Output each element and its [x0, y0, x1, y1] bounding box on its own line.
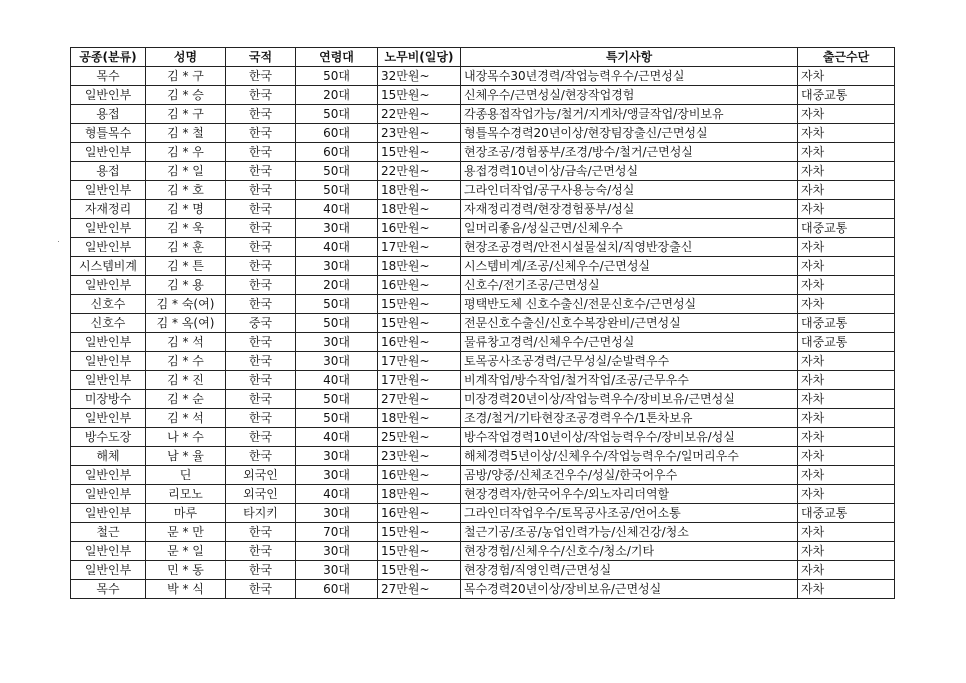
header-name: 성명 [146, 48, 226, 67]
cell-nationality: 한국 [226, 124, 296, 143]
table-row [71, 466, 895, 485]
cell-name: 김 * 수 [146, 352, 226, 371]
cell-notes: 현장경험/신체우수/신호수/청소/기타 [461, 542, 798, 561]
cell-commute: 대중교통 [798, 86, 895, 105]
cell-trade: 자재정리 [71, 200, 146, 219]
cell-nationality: 한국 [226, 276, 296, 295]
cell-trade: 일반인부 [71, 219, 146, 238]
cell-nationality: 한국 [226, 333, 296, 352]
cell-nationality: 한국 [226, 409, 296, 428]
cell-name: 김 * 욱 [146, 219, 226, 238]
cell-nationality: 한국 [226, 523, 296, 542]
cell-name: 김 * 일 [146, 162, 226, 181]
cell-age-group: 30대 [296, 447, 378, 466]
cell-age-group: 60대 [296, 143, 378, 162]
table-row [71, 447, 895, 466]
cell-nationality: 한국 [226, 580, 296, 599]
cell-notes: 방수작업경력10년이상/작업능력우수/장비보유/성실 [461, 428, 798, 447]
cell-nationality: 한국 [226, 428, 296, 447]
table-row [71, 352, 895, 371]
cell-notes: 현장조공/경험풍부/조경/방수/철거/근면성실 [461, 143, 798, 162]
cell-trade: 일반인부 [71, 542, 146, 561]
table-row [71, 485, 895, 504]
cell-daily-wage: 18만원~ [378, 409, 461, 428]
cell-daily-wage: 15만원~ [378, 314, 461, 333]
cell-name: 리모노 [146, 485, 226, 504]
cell-notes: 목수경력20년이상/장비보유/근면성실 [461, 580, 798, 599]
table-row [71, 504, 895, 523]
cell-notes: 곰방/양중/신체조건우수/성실/한국어우수 [461, 466, 798, 485]
cell-name: 김 * 호 [146, 181, 226, 200]
cell-commute: 자차 [798, 580, 895, 599]
cell-nationality: 외국인 [226, 485, 296, 504]
cell-name: 김 * 구 [146, 105, 226, 124]
cell-name: 김 * 석 [146, 333, 226, 352]
cell-notes: 그라인더작업우수/토목공사조공/언어소통 [461, 504, 798, 523]
cell-trade: 시스템비계 [71, 257, 146, 276]
cell-name: 김 * 숙(여) [146, 295, 226, 314]
cell-name: 김 * 승 [146, 86, 226, 105]
cell-trade: 방수도장 [71, 428, 146, 447]
cell-commute: 자차 [798, 295, 895, 314]
cell-age-group: 50대 [296, 105, 378, 124]
cell-notes: 현장조공경력/안전시설물설치/직영반장출신 [461, 238, 798, 257]
cell-age-group: 20대 [296, 86, 378, 105]
cell-name: 김 * 구 [146, 67, 226, 86]
table-row [71, 200, 895, 219]
cell-trade: 형틀목수 [71, 124, 146, 143]
cell-trade: 일반인부 [71, 504, 146, 523]
cell-daily-wage: 15만원~ [378, 523, 461, 542]
cell-notes: 미장경력20년이상/작업능력우수/장비보유/근면성실 [461, 390, 798, 409]
cell-nationality: 한국 [226, 238, 296, 257]
cell-nationality: 한국 [226, 181, 296, 200]
cell-commute: 자차 [798, 447, 895, 466]
table-row [71, 124, 895, 143]
cell-daily-wage: 15만원~ [378, 561, 461, 580]
cell-notes: 철근기공/조공/농업인력가능/신체건강/청소 [461, 523, 798, 542]
cell-commute: 자차 [798, 238, 895, 257]
cell-daily-wage: 15만원~ [378, 143, 461, 162]
cell-trade: 일반인부 [71, 561, 146, 580]
cell-daily-wage: 27만원~ [378, 580, 461, 599]
cell-nationality: 한국 [226, 390, 296, 409]
cell-commute: 자차 [798, 428, 895, 447]
cell-age-group: 50대 [296, 181, 378, 200]
cell-nationality: 한국 [226, 105, 296, 124]
cell-commute: 대중교통 [798, 314, 895, 333]
cell-notes: 신체우수/근면성실/현장작업경험 [461, 86, 798, 105]
cell-notes: 현장경력자/한국어우수/외노자리더역할 [461, 485, 798, 504]
cell-nationality: 한국 [226, 447, 296, 466]
cell-age-group: 50대 [296, 295, 378, 314]
cell-nationality: 한국 [226, 295, 296, 314]
cell-trade: 용접 [71, 105, 146, 124]
cell-daily-wage: 23만원~ [378, 124, 461, 143]
cell-age-group: 50대 [296, 409, 378, 428]
cell-nationality: 한국 [226, 219, 296, 238]
cell-trade: 일반인부 [71, 352, 146, 371]
table-row [71, 162, 895, 181]
cell-notes: 내장목수30년경력/작업능력우수/근면성실 [461, 67, 798, 86]
cell-commute: 자차 [798, 105, 895, 124]
cell-age-group: 30대 [296, 257, 378, 276]
cell-trade: 일반인부 [71, 276, 146, 295]
cell-trade: 일반인부 [71, 485, 146, 504]
cell-trade: 일반인부 [71, 181, 146, 200]
cell-commute: 자차 [798, 276, 895, 295]
cell-notes: 시스템비계/조공/신체우수/근면성실 [461, 257, 798, 276]
cell-name: 김 * 튼 [146, 257, 226, 276]
cell-daily-wage: 22만원~ [378, 162, 461, 181]
header-commute: 출근수단 [798, 48, 895, 67]
cell-daily-wage: 18만원~ [378, 181, 461, 200]
header-nationality: 국적 [226, 48, 296, 67]
cell-name: 김 * 진 [146, 371, 226, 390]
table-row [71, 542, 895, 561]
table-row [71, 105, 895, 124]
cell-age-group: 50대 [296, 162, 378, 181]
cell-trade: 일반인부 [71, 238, 146, 257]
cell-daily-wage: 32만원~ [378, 67, 461, 86]
cell-nationality: 한국 [226, 67, 296, 86]
cell-notes: 신호수/전기조공/근면성실 [461, 276, 798, 295]
cell-name: 김 * 명 [146, 200, 226, 219]
cell-commute: 자차 [798, 466, 895, 485]
cell-nationality: 한국 [226, 143, 296, 162]
cell-daily-wage: 25만원~ [378, 428, 461, 447]
cell-commute: 대중교통 [798, 333, 895, 352]
cell-daily-wage: 15만원~ [378, 86, 461, 105]
cell-commute: 자차 [798, 162, 895, 181]
cell-nationality: 한국 [226, 200, 296, 219]
header-notes: 특기사항 [461, 48, 798, 67]
cell-nationality: 한국 [226, 542, 296, 561]
cell-age-group: 30대 [296, 466, 378, 485]
table-row [71, 257, 895, 276]
cell-trade: 용접 [71, 162, 146, 181]
cell-name: 김 * 철 [146, 124, 226, 143]
table-row [71, 314, 895, 333]
cell-commute: 자차 [798, 181, 895, 200]
cell-daily-wage: 18만원~ [378, 200, 461, 219]
cell-name: 김 * 용 [146, 276, 226, 295]
cell-commute: 자차 [798, 523, 895, 542]
table-body [71, 67, 895, 599]
cell-name: 박 * 식 [146, 580, 226, 599]
cell-nationality: 한국 [226, 352, 296, 371]
cell-commute: 자차 [798, 561, 895, 580]
table-row [71, 523, 895, 542]
table-row [71, 219, 895, 238]
table-row [71, 333, 895, 352]
cell-name: 마루 [146, 504, 226, 523]
cell-nationality: 한국 [226, 86, 296, 105]
cell-nationality: 외국인 [226, 466, 296, 485]
cell-trade: 목수 [71, 67, 146, 86]
cell-name: 김 * 우 [146, 143, 226, 162]
cell-commute: 자차 [798, 352, 895, 371]
cell-notes: 물류창고경력/신체우수/근면성실 [461, 333, 798, 352]
cell-age-group: 30대 [296, 352, 378, 371]
cell-daily-wage: 16만원~ [378, 333, 461, 352]
cell-daily-wage: 27만원~ [378, 390, 461, 409]
cell-nationality: 한국 [226, 162, 296, 181]
cell-commute: 대중교통 [798, 219, 895, 238]
table-row [71, 371, 895, 390]
cell-name: 딘 [146, 466, 226, 485]
cell-trade: 신호수 [71, 295, 146, 314]
header-age-group: 연령대 [296, 48, 378, 67]
cell-trade: 일반인부 [71, 333, 146, 352]
table-row [71, 428, 895, 447]
cell-notes: 용접경력10년이상/금속/근면성실 [461, 162, 798, 181]
cell-commute: 자차 [798, 371, 895, 390]
cell-trade: 일반인부 [71, 86, 146, 105]
cell-trade: 일반인부 [71, 409, 146, 428]
table-row [71, 580, 895, 599]
cell-daily-wage: 23만원~ [378, 447, 461, 466]
cell-nationality: 한국 [226, 561, 296, 580]
cell-commute: 자차 [798, 200, 895, 219]
cell-age-group: 40대 [296, 200, 378, 219]
cell-notes: 형틀목수경력20년이상/현장팀장출신/근면성실 [461, 124, 798, 143]
cell-name: 김 * 훈 [146, 238, 226, 257]
worker-roster-sheet [70, 47, 894, 599]
cell-nationality: 타지키 [226, 504, 296, 523]
table-row [71, 67, 895, 86]
cell-daily-wage: 15만원~ [378, 295, 461, 314]
cell-trade: 일반인부 [71, 371, 146, 390]
cell-name: 김 * 석 [146, 409, 226, 428]
cell-name: 김 * 옥(여) [146, 314, 226, 333]
cell-age-group: 40대 [296, 238, 378, 257]
table-row [71, 86, 895, 105]
cell-age-group: 40대 [296, 371, 378, 390]
cell-daily-wage: 15만원~ [378, 542, 461, 561]
cell-name: 문 * 일 [146, 542, 226, 561]
table-header-row [71, 48, 895, 67]
cell-name: 남 * 율 [146, 447, 226, 466]
cell-trade: 미장방수 [71, 390, 146, 409]
cell-daily-wage: 17만원~ [378, 238, 461, 257]
cell-notes: 비계작업/방수작업/철거작업/조공/근무우수 [461, 371, 798, 390]
cell-daily-wage: 18만원~ [378, 485, 461, 504]
cell-commute: 자차 [798, 542, 895, 561]
cell-daily-wage: 16만원~ [378, 276, 461, 295]
cell-notes: 조경/철거/기타현장조공경력우수/1톤차보유 [461, 409, 798, 428]
cell-daily-wage: 18만원~ [378, 257, 461, 276]
header-trade: 공종(분류) [71, 48, 146, 67]
cell-commute: 자차 [798, 485, 895, 504]
cell-notes: 평택반도체 신호수출신/전문신호수/근면성실 [461, 295, 798, 314]
cell-notes: 해체경력5년이상/신체우수/작업능력우수/일머리우수 [461, 447, 798, 466]
table-row [71, 238, 895, 257]
cell-commute: 자차 [798, 409, 895, 428]
cell-notes: 전문신호수출신/신호수복장완비/근면성실 [461, 314, 798, 333]
cell-age-group: 50대 [296, 390, 378, 409]
cell-trade: 목수 [71, 580, 146, 599]
cell-commute: 대중교통 [798, 504, 895, 523]
table-row [71, 143, 895, 162]
cell-age-group: 30대 [296, 561, 378, 580]
cell-notes: 일머리좋음/성실근면/신체우수 [461, 219, 798, 238]
table-row [71, 276, 895, 295]
scan-speck [58, 241, 59, 242]
cell-age-group: 30대 [296, 333, 378, 352]
cell-nationality: 한국 [226, 371, 296, 390]
cell-commute: 자차 [798, 257, 895, 276]
cell-age-group: 30대 [296, 542, 378, 561]
cell-age-group: 60대 [296, 580, 378, 599]
cell-notes: 현장경험/직영인력/근면성실 [461, 561, 798, 580]
cell-commute: 자차 [798, 143, 895, 162]
header-daily-wage: 노무비(일당) [378, 48, 461, 67]
cell-age-group: 30대 [296, 219, 378, 238]
table-row [71, 181, 895, 200]
cell-daily-wage: 17만원~ [378, 371, 461, 390]
cell-commute: 자차 [798, 67, 895, 86]
cell-age-group: 50대 [296, 67, 378, 86]
cell-daily-wage: 16만원~ [378, 219, 461, 238]
cell-trade: 신호수 [71, 314, 146, 333]
cell-trade: 해체 [71, 447, 146, 466]
cell-nationality: 한국 [226, 257, 296, 276]
cell-age-group: 50대 [296, 314, 378, 333]
cell-notes: 토목공사조공경력/근무성실/순발력우수 [461, 352, 798, 371]
table-row [71, 409, 895, 428]
cell-age-group: 20대 [296, 276, 378, 295]
cell-commute: 자차 [798, 124, 895, 143]
table-row [71, 295, 895, 314]
cell-daily-wage: 16만원~ [378, 504, 461, 523]
cell-notes: 각종용접작업가능/철거/지게차/앵글작업/장비보유 [461, 105, 798, 124]
cell-trade: 일반인부 [71, 466, 146, 485]
cell-age-group: 70대 [296, 523, 378, 542]
cell-trade: 철근 [71, 523, 146, 542]
worker-roster-table [70, 47, 895, 599]
table-row [71, 561, 895, 580]
table-row [71, 390, 895, 409]
cell-notes: 그라인더작업/공구사용능숙/성실 [461, 181, 798, 200]
cell-nationality: 중국 [226, 314, 296, 333]
cell-notes: 자재정리경력/현장경험풍부/성실 [461, 200, 798, 219]
cell-name: 민 * 동 [146, 561, 226, 580]
cell-age-group: 40대 [296, 485, 378, 504]
cell-age-group: 40대 [296, 428, 378, 447]
cell-name: 문 * 만 [146, 523, 226, 542]
cell-age-group: 60대 [296, 124, 378, 143]
cell-daily-wage: 16만원~ [378, 466, 461, 485]
cell-commute: 자차 [798, 390, 895, 409]
cell-name: 김 * 순 [146, 390, 226, 409]
cell-age-group: 30대 [296, 504, 378, 523]
cell-name: 나 * 수 [146, 428, 226, 447]
cell-trade: 일반인부 [71, 143, 146, 162]
cell-daily-wage: 17만원~ [378, 352, 461, 371]
cell-daily-wage: 22만원~ [378, 105, 461, 124]
